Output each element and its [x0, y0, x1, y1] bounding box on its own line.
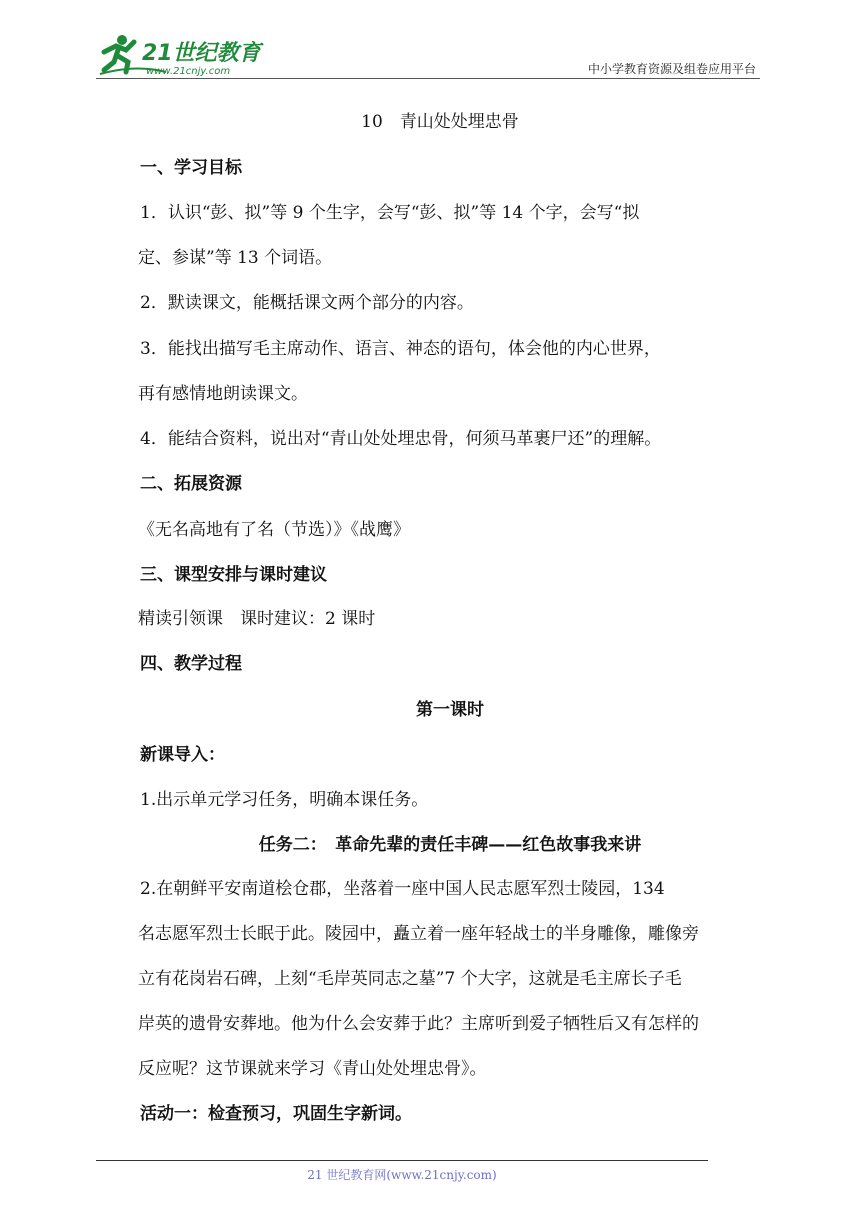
goal-1-line-2: 定、参谋”等 13 个词语。 [138, 248, 333, 268]
goal-2: 2．默读课文，能概括课文两个部分的内容。 [140, 293, 474, 313]
goal-4: 4．能结合资料，说出对“青山处处埋忠骨，何须马革裹尸还”的理解。 [140, 429, 662, 449]
lesson-heading: 第一课时 [416, 700, 484, 720]
logo-text: 21世纪教育 [142, 41, 261, 66]
document-title: 10 青山处处埋忠骨 [361, 112, 519, 132]
goal-3-line-1: 3．能找出描写毛主席动作、语言、神态的语句，体会他的内心世界， [140, 339, 661, 359]
footer-divider [96, 1160, 708, 1161]
paragraph-2-line-2: 名志愿军烈士长眠于此。陵园中，矗立着一座年轻战士的半身雕像，雕像旁 [138, 924, 699, 944]
page-header [96, 30, 760, 80]
logo-url: www.21cnjy.com [146, 66, 231, 77]
resources-text: 《无名高地有了名（节选）》《战鹰》 [138, 520, 410, 540]
paragraph-2-line-4: 岸英的遗骨安葬地。他为什么会安葬于此？主席听到爱子牺牲后又有怎样的 [138, 1014, 699, 1034]
section-heading-process: 四、教学过程 [140, 654, 242, 674]
runner-logo-icon [96, 30, 266, 78]
header-divider [96, 78, 760, 79]
header-tagline: 中小学教育资源及组卷应用平台 [587, 62, 756, 76]
site-logo[interactable] [96, 30, 266, 78]
goal-1-line-1: 1．认识“彭、拟”等 9 个生字，会写“彭、拟”等 14 个字，会写“拟 [140, 203, 640, 223]
paragraph-2-line-1: 2.在朝鲜平安南道桧仓郡，坐落着一座中国人民志愿军烈士陵园，134 [140, 879, 665, 899]
intro-heading: 新课导入： [140, 745, 225, 765]
section-heading-lesson-type: 三、课型安排与课时建议 [140, 565, 327, 585]
paragraph-2-line-3: 立有花岗岩石碑，上刻“毛岸英同志之墓”7 个大字，这就是毛主席长子毛 [138, 969, 682, 989]
lesson-type-text: 精读引领课 课时建议：2 课时 [138, 609, 376, 629]
footer-link[interactable]: 21 世纪教育网(www.21cnjy.com) [307, 1168, 497, 1182]
section-heading-goals: 一、学习目标 [140, 158, 242, 178]
paragraph-2-line-5: 反应呢？这节课就来学习《青山处处埋忠骨》。 [138, 1059, 487, 1079]
task-heading: 任务二： 革命先辈的责任丰碑——红色故事我来讲 [258, 835, 642, 855]
activity-heading: 活动一：检查预习，巩固生字新词。 [140, 1104, 412, 1124]
goal-3-line-2: 再有感情地朗读课文。 [138, 384, 308, 404]
intro-text: 1.出示单元学习任务，明确本课任务。 [140, 790, 429, 810]
section-heading-resources: 二、拓展资源 [140, 474, 242, 494]
